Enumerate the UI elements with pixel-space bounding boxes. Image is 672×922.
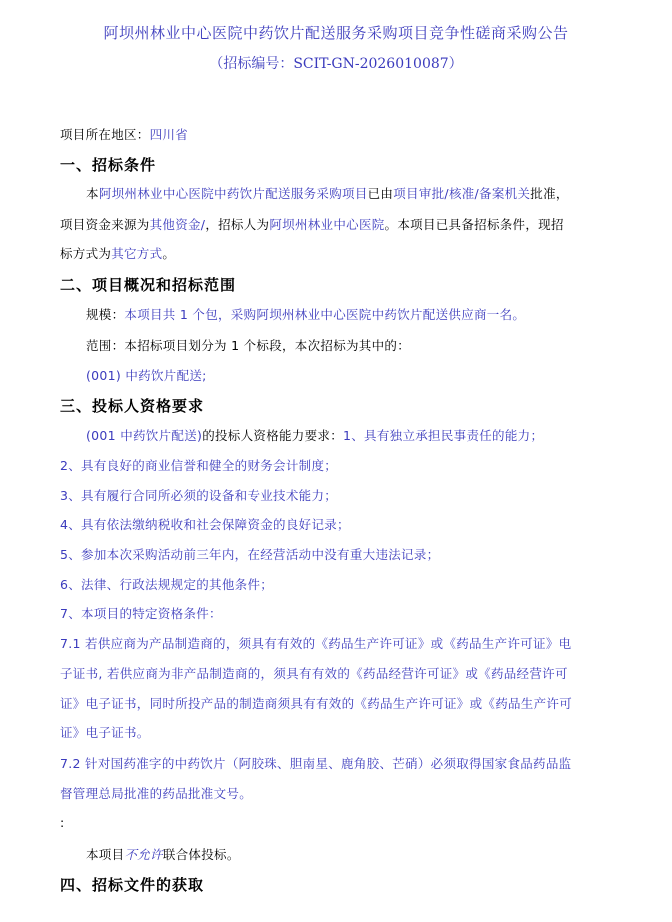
section-1-paragraph-line-2: 项目资金来源为其他资金/，招标人为阿坝州林业中心医院。本项目已具备招标条件，现招 [60, 217, 564, 232]
project-scale: 规模：本项目共 1 个包，采购阿坝州林业中心医院中药饮片配送供应商一名。 [86, 307, 526, 322]
requirement-4: 4、具有依法缴纳税收和社会保障资金的良好记录； [60, 517, 350, 532]
joint-bid-statement: 本项目不允许联合体投标。 [86, 847, 240, 862]
announcement-title: 阿坝州林业中心医院中药饮片配送服务采购项目竞争性磋商采购公告 [103, 24, 569, 42]
requirement-7-1-line-3: 证》电子证书，同时所投产品的制造商须具有有效的《药品生产许可证》或《药品生产许可 [60, 696, 573, 711]
section-1-heading: 一、招标条件 [60, 156, 157, 174]
section-1-paragraph-line-1: 本阿坝州林业中心医院中药饮片配送服务采购项目已由项目审批/核准/备案机关批准， [86, 186, 569, 201]
section-1-paragraph-line-3: 标方式为其它方式。 [60, 246, 176, 261]
section-3-heading: 三、投标人资格要求 [60, 397, 205, 415]
requirement-7-2-line-1: 7.2 针对国药准字的中药饮片（阿胶珠、胆南星、鹿角胶、芒硝）必须取得国家食品药品监 [60, 756, 572, 771]
colon-mark: : [60, 815, 65, 830]
section-4-heading: 四、招标文件的获取 [60, 876, 205, 894]
section-2-heading: 二、项目概况和招标范围 [60, 276, 237, 294]
project-location [60, 125, 188, 143]
requirement-7-1-line-1: 7.1 若供应商为产品制造商的，须具有有效的《药品生产许可证》或《药品生产许可证》电 [60, 636, 572, 651]
requirement-2: 2、具有良好的商业信誉和健全的财务会计制度； [60, 458, 338, 473]
requirement-1: (001 中药饮片配送)的投标人资格能力要求：1、具有独立承担民事责任的能力； [86, 428, 544, 443]
requirement-7: 7、本项目的特定资格条件： [60, 606, 222, 621]
project-location-label: 项目所在地区： [60, 127, 150, 142]
requirement-7-2-line-2: 督管理总局批准的药品批准文号。 [60, 786, 253, 801]
requirement-7-1-line-2: 子证书, 若供应商为非产品制造商的，须具有有效的《药品经营许可证》或《药品经营许可 [60, 666, 568, 681]
requirement-3: 3、具有履行合同所必须的设备和专业技术能力； [60, 488, 338, 503]
lot-item: (001) 中药饮片配送; [86, 368, 207, 383]
project-location-value: 四川省 [149, 127, 189, 142]
requirement-5: 5、参加本次采购活动前三年内，在经营活动中没有重大违法记录； [60, 547, 440, 562]
project-scope: 范围：本招标项目划分为 1 个标段，本次招标为其中的： [86, 338, 411, 353]
requirement-6: 6、法律、行政法规规定的其他条件； [60, 577, 274, 592]
requirement-7-1-line-4: 证》电子证书。 [60, 725, 150, 740]
tender-code: （招标编号：SCIT-GN-2026010087） [209, 56, 463, 72]
